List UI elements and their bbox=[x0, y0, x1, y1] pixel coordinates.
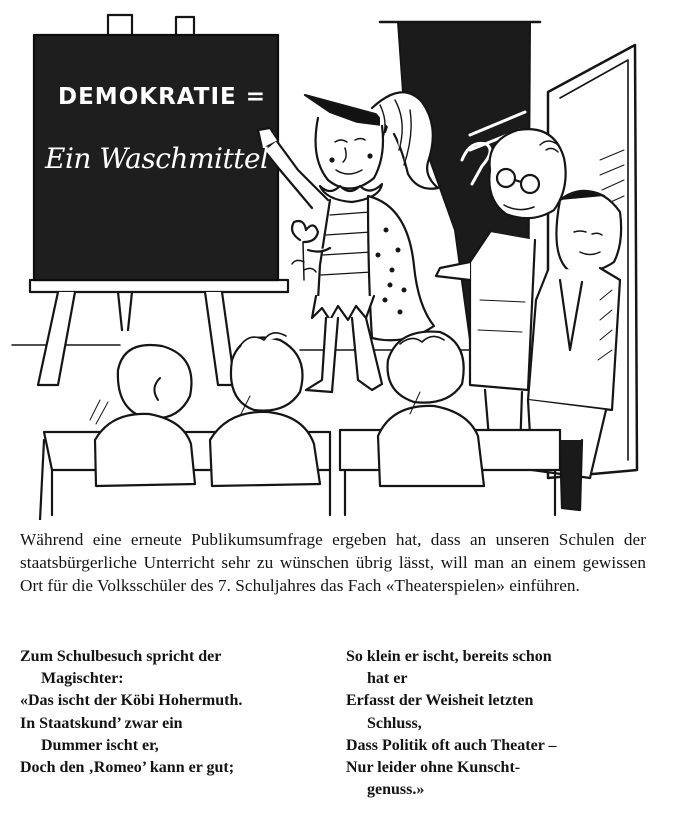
poem-column-left bbox=[20, 646, 340, 779]
poem-line: Dummer ischt er, bbox=[41, 736, 159, 754]
poem-line: Doch den ‚Romeo’ kann er gut; bbox=[20, 759, 235, 777]
poem-line: Nur leider ohne Kunscht- bbox=[346, 759, 521, 777]
poem-line: Schluss, bbox=[367, 714, 422, 732]
poem-line: Dass Politik oft auch Theater – bbox=[346, 736, 557, 754]
caption-paragraph: Während eine erneute Publikumsumfrage ergeben hat, dass an unseren Schulen der staatsbürgerliche Unterricht sehr zu wünschen übrig lässt, will man an einem gewissen Ort für die Volksschüler des 7. Schuljahres das Fach «Theaterspielen» einführen. bbox=[20, 530, 646, 595]
poem-line: hat er bbox=[367, 670, 408, 688]
poem-line: «Das ischt der Köbi Hohermuth. bbox=[20, 692, 243, 710]
blackboard-line-1: DEMOKRATIE = bbox=[58, 84, 267, 110]
blackboard-line-2: Ein Waschmittel bbox=[45, 142, 269, 175]
poem-line: genuss.» bbox=[367, 781, 425, 799]
poem-line: In Staatskund’ zwar ein bbox=[20, 714, 183, 732]
poem-line: Erfasst der Weisheit letzten bbox=[346, 692, 534, 710]
poem-line: Zum Schulbesuch spricht der bbox=[20, 648, 222, 665]
poem-line: Magischter: bbox=[41, 670, 124, 688]
pupils bbox=[95, 332, 484, 486]
poem-column-right bbox=[346, 646, 656, 801]
poem-line: So klein er ischt, bereits schon bbox=[346, 648, 552, 665]
